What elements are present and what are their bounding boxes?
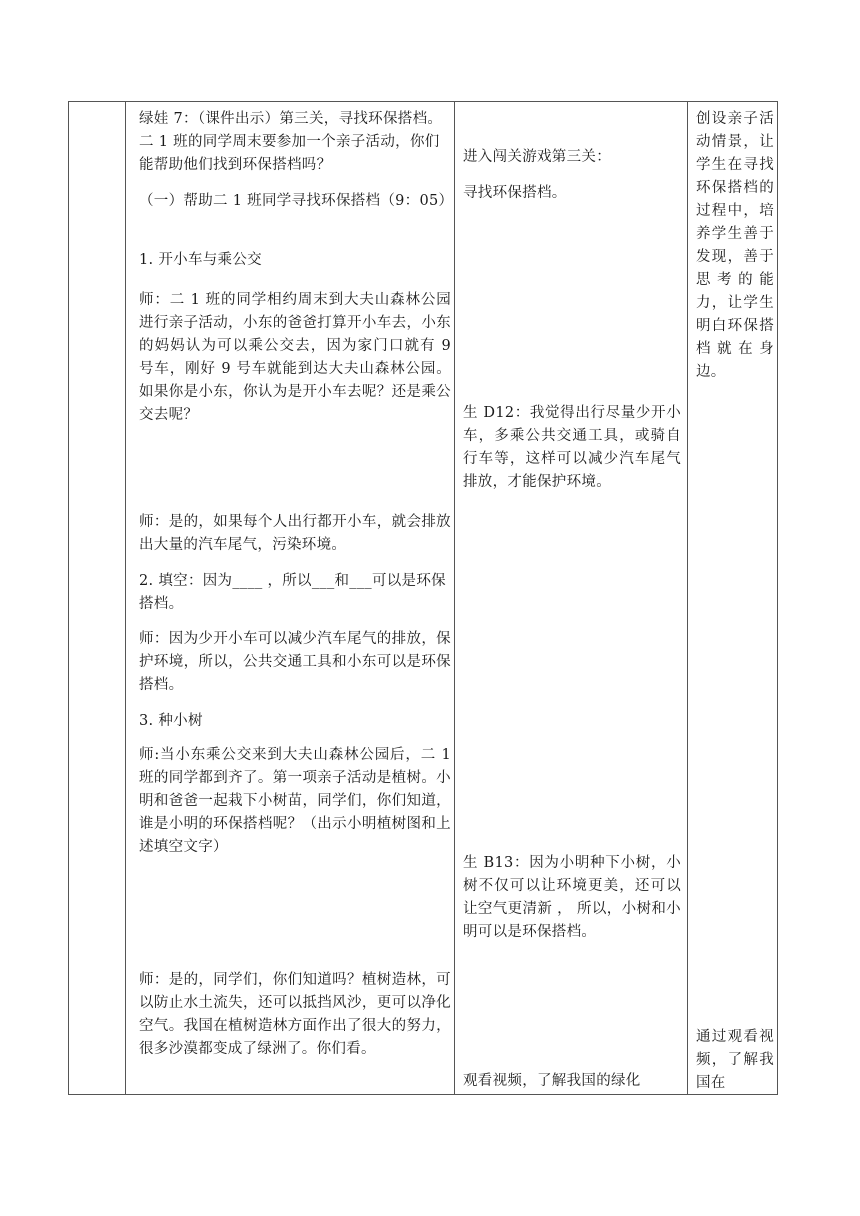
item-heading: 3. 种小树 xyxy=(139,713,203,729)
student-paragraph: 观看视频，了解我国的绿化 xyxy=(463,1073,641,1089)
section-heading: （一）帮助二 1 班同学寻找环保搭档（9：05） xyxy=(139,193,454,209)
teacher-paragraph: 师：是的，同学们，你们知道吗？植树造林，可以防止水土流失，还可以抵挡风沙，更可以净化空气。我国在植树造林方面作出了很大的努力，很多沙漠都变成了绿洲了。你们看。 xyxy=(139,972,451,1057)
intro-paragraph: 绿娃 7：（课件出示）第三关，寻找环保搭档。二 1 班的同学周末要参加一个亲子活动，你们能帮助他们找到环保搭档吗？ xyxy=(139,111,443,173)
design-intent-paragraph: 创设亲子活动情景，让学生在寻找环保搭档的过程中，培养学生善于发现，善于思考的能力，让学生明白环保搭档就在身边。 xyxy=(696,111,774,380)
empty-first-column xyxy=(69,102,125,1094)
student-answer: 生 B13：因为小明种下小树，小树不仅可以让环境更美，还可以让空气更清新 ， 所以，小树和小明可以是环保搭档。 xyxy=(463,855,681,940)
column-divider xyxy=(125,102,126,1094)
teacher-paragraph: 师：是的，如果每个人出行都开小车，就会排放出大量的汽车尾气，污染环境。 xyxy=(139,514,451,553)
teacher-activity-column xyxy=(135,102,455,1094)
design-intent-paragraph: 通过观看视频，了解我国在 xyxy=(696,1029,774,1091)
design-intent-column xyxy=(688,102,779,1094)
teacher-paragraph: 师:当小东乘公交来到大夫山森林公园后，二 1 班的同学都到齐了。第一项亲子活动是植树。小明和爸爸一起栽下小树苗，同学们，你们知道，谁是小明的环保搭档呢？（出示小明植树图和上述填空文字） xyxy=(139,747,451,855)
lesson-table xyxy=(68,101,778,1095)
student-paragraph: 进入闯关游戏第三关： xyxy=(463,149,611,165)
student-activity-column xyxy=(455,102,687,1094)
fill-blank-item: 2. 填空：因为____ ，所以___和___可以是环保搭档。 xyxy=(139,573,446,612)
teacher-paragraph: 师：二 1 班的同学相约周末到大夫山森林公园进行亲子活动，小东的爸爸打算开小车去，小东的妈妈认为可以乘公交去，因为家门口就有 9 号车，刚好 9 号车就能到达大夫山森林公园。如果你是小东，你认为是开小车去呢？还是乘公交去呢？ xyxy=(139,292,451,423)
student-answer: 生 D12：我觉得出行尽量少开小车，多乘公共交通工具，或骑自行车等，这样可以减少汽车尾气排放，才能保护环境。 xyxy=(463,405,681,490)
item-heading: 1. 开小车与乘公交 xyxy=(139,252,262,268)
student-paragraph: 寻找环保搭档。 xyxy=(463,185,567,201)
teacher-paragraph: 师：因为少开小车可以减少汽车尾气的排放，保护环境，所以，公共交通工具和小东可以是环保搭档。 xyxy=(139,631,451,693)
